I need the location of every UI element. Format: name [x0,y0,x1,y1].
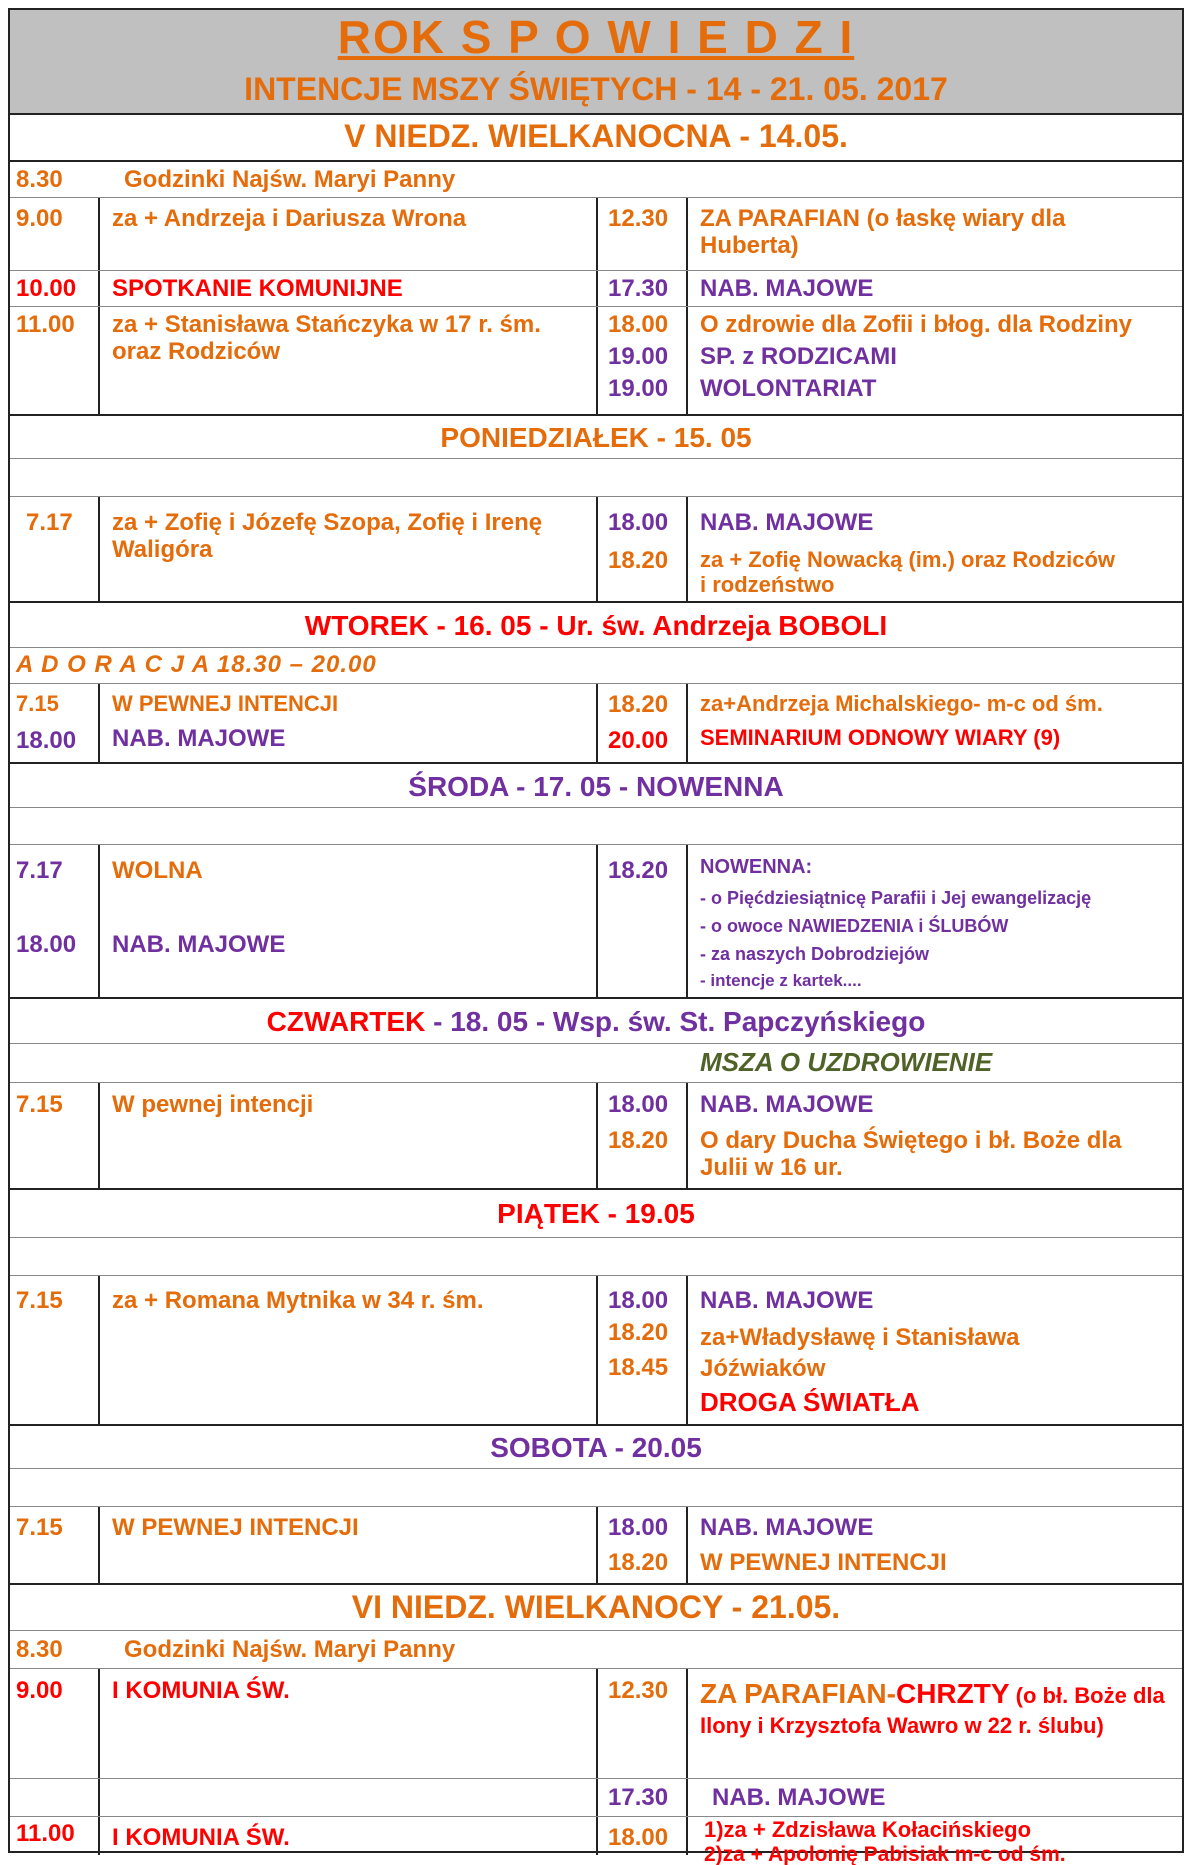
intention-text: NAB. MAJOWE [700,275,874,302]
intention-text: za + Stanisława Stańczyka w 17 r. śm. oraz Rodziców [112,311,541,365]
time-label: 7.17 [16,857,63,884]
time-label: 9.00 [16,205,63,232]
intention-text: NAB. MAJOWE [700,1514,874,1541]
intention-text: DROGA ŚWIATŁA [700,1387,920,1417]
intention-text: za + Zofię Nowacką (im.) oraz Rodziców i rodzeństwo [700,547,1116,597]
time-label: 18.00 [608,311,669,338]
time-label: 19.00 [608,343,669,370]
time-label: 7.17 [26,509,73,536]
time-label: 18.00 [608,1514,669,1541]
intention-text: NAB. MAJOWE [700,1287,874,1314]
intention-text: W PEWNEJ INTENCJI [112,691,339,716]
time-label: 18.20 [608,1549,669,1576]
intention-text: za + Romana Mytnika w 34 r. śm. [112,1287,484,1314]
novena-item: - o Pięćdziesiątnicę Parafii i Jej ewangelizację [700,888,1092,908]
intention-text: za+Władysławę i Stanisława Jóźwiaków [700,1324,1020,1383]
time-label: 10.00 [16,275,77,302]
intention-text [700,1676,1176,1741]
intention-text: WOLNA [112,857,203,884]
time-label: 11.00 [16,311,75,338]
time-label: 8.30 [16,166,63,193]
intention-text: NAB. MAJOWE [112,725,286,752]
intention-text: SP. z RODZICAMI [700,343,897,370]
novena-item: - za naszych Dobrodziejów [700,944,930,964]
intention-text: za+Andrzeja Michalskiego- m-c od śm. [700,691,1103,716]
intention-text: WOLONTARIAT [700,375,877,402]
intention-text: NOWENNA: [700,856,813,878]
time-label: 7.15 [16,1514,63,1541]
intention-text: NAB. MAJOWE [700,1091,874,1118]
day-heading-friday: PIĄTEK - 19.05 [497,1198,695,1229]
time-label: 18.20 [608,691,669,718]
time-label: 18.20 [608,1127,669,1154]
time-label: 18.00 [608,1287,669,1314]
chrzty-label: CHRZTY [895,1678,1010,1709]
intention-text: NAB. MAJOWE [712,1784,886,1811]
time-label: 18.00 [16,727,77,754]
day-heading-thursday [10,1006,1182,1037]
intention-text: W PEWNEJ INTENCJI [700,1549,947,1576]
day-heading-sunday2: VI NIEDZ. WIELKANOCY - 21.05. [351,1589,841,1625]
day-heading-tuesday: WTOREK - 16. 05 - Ur. św. Andrzeja BOBOLI [304,610,888,641]
intention-text: W PEWNEJ INTENCJI [112,1514,359,1541]
day-heading-wednesday: ŚRODA - 17. 05 - NOWENNA [408,771,784,802]
time-label: 17.30 [608,275,669,302]
intention-text: NAB. MAJOWE [112,931,286,958]
msza-uzdrowienie-label: MSZA O UZDROWIENIE [700,1047,993,1077]
page-title: ROK S P O W I E D Z I [337,11,855,63]
time-label: 9.00 [16,1677,63,1704]
time-label: 18.20 [608,1319,669,1346]
time-label: 7.15 [16,1091,63,1118]
intention-text: O zdrowie dla Zofii i błog. dla Rodziny [700,311,1132,338]
novena-item: - intencje z kartek.... [700,971,862,990]
intention-text: za + Andrzeja i Dariusza Wrona [112,205,467,232]
adoracja-label: A D O R A C J A 18.30 – 20.00 [16,651,377,678]
time-label: 19.00 [608,375,669,402]
time-label: 11.00 [16,1820,75,1847]
time-label: 12.30 [608,205,669,232]
thursday-name: CZWARTEK [266,1006,426,1037]
time-label: 18.00 [608,1824,669,1851]
intention-text: I KOMUNIA ŚW. [112,1677,290,1704]
intention-text: za + Zofię i Józefę Szopa, Zofię i Irenę Waligóra [112,509,543,563]
novena-item: - o owoce NAWIEDZENIA i ŚLUBÓW [700,916,1009,936]
time-label: 18.20 [608,857,669,884]
intention-text: NAB. MAJOWE [700,509,874,536]
day-heading-monday: PONIEDZIAŁEK - 15. 05 [440,422,752,453]
time-label: 17.30 [608,1784,669,1811]
time-label: 7.15 [16,1287,63,1314]
intention-text: 2)za + Apolonię Pabisiak m-c od śm. [704,1843,1066,1865]
godzinki-text: Godzinki Najśw. Maryi Panny [124,1636,456,1663]
intention-text: 1)za + Zdzisława Kołacińskiego [704,1817,1032,1842]
parafian-label: ZA PARAFIAN- [700,1678,896,1709]
intention-text: SPOTKANIE KOMUNIJNE [112,275,403,302]
intention-text: I KOMUNIA ŚW. [112,1824,290,1851]
time-label: 18.45 [608,1354,669,1381]
time-label: 7.15 [16,691,59,716]
intention-text: ZA PARAFIAN (o łaskę wiary dla Huberta) [700,205,1066,259]
intention-text: W pewnej intencji [112,1091,314,1118]
intention-text: SEMINARIUM ODNOWY WIARY (9) [700,725,1061,750]
day-heading-saturday: SOBOTA - 20.05 [490,1432,702,1463]
godzinki-text: Godzinki Najśw. Maryi Panny [124,166,456,193]
page-subtitle: INTENCJE MSZY ŚWIĘTYCH - 14 - 21. 05. 2017 [244,71,948,107]
time-label: 18.00 [608,509,669,536]
thursday-details: - 18. 05 - Wsp. św. St. Papczyńskiego [425,1006,926,1037]
time-label: 8.30 [16,1636,63,1663]
intention-detail: (o bł. Boże dla Ilony i Krzysztofa Wawro w 22 r. ślubu) [700,1683,1165,1739]
time-label: 12.30 [608,1677,669,1704]
time-label: 20.00 [608,727,669,754]
time-label: 18.20 [608,547,669,574]
time-label: 18.00 [608,1091,669,1118]
schedule-sheet [8,8,1184,1865]
intention-text: O dary Ducha Świętego i bł. Boże dla Julii w 16 ur. [700,1127,1122,1181]
day-heading-sunday1: V NIEDZ. WIELKANOCNA - 14.05. [344,118,848,154]
time-label: 18.00 [16,931,77,958]
